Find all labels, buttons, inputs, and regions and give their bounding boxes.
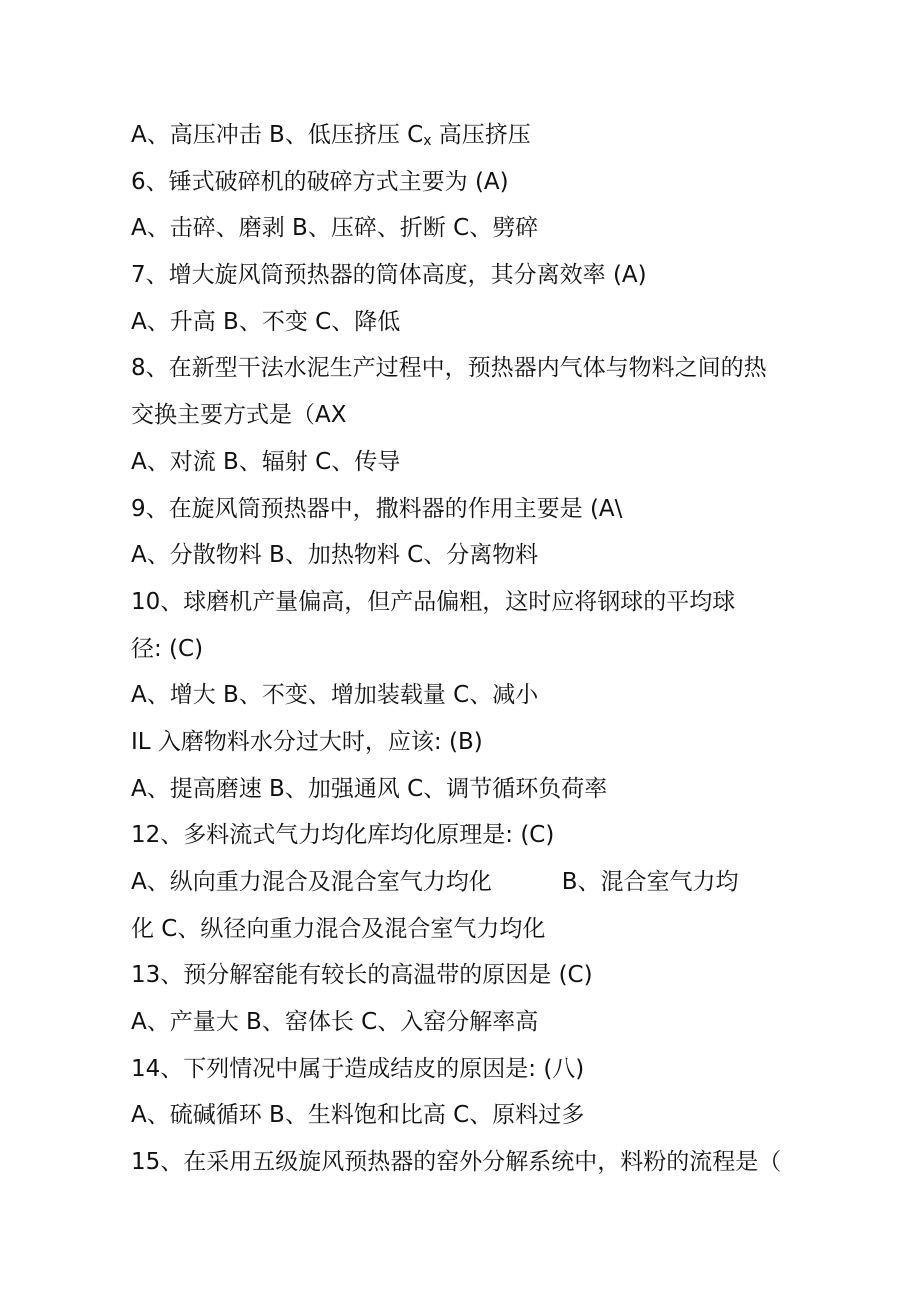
question-9: 9、在旋风筒预热器中，撒料器的作用主要是 (A\ — [131, 495, 623, 522]
question-8-line-1: 8、在新型干法水泥生产过程中，预热器内气体与物料之间的热 — [131, 355, 767, 382]
question-7: 7、增大旋风筒预热器的筒体高度，其分离效率 (A) — [131, 262, 647, 289]
option-line-11: A、提高磨速 B、加强通风 C、调节循环负荷率 — [131, 775, 608, 802]
option-line-5 — [131, 112, 811, 159]
option-line-7: A、升高 B、不变 C、降低 — [131, 308, 401, 335]
question-12: 12、多料流式气力均化库均化原理是: (C) — [131, 822, 555, 849]
option-12-a: A、纵向重力混合及混合室气力均化 — [131, 869, 492, 895]
option-line-5-part-b: 高压挤压 — [431, 122, 531, 148]
question-10-line-1: 10、球磨机产量偏高，但产品偏粗，这时应将钢球的平均球 — [131, 588, 736, 615]
option-line-9: A、分散物料 B、加热物料 C、分离物料 — [131, 542, 539, 569]
question-10-line-2: 径: (C) — [131, 635, 204, 662]
question-15: 15、在采用五级旋风预热器的窑外分解系统中，料粉的流程是（ — [131, 1149, 782, 1176]
question-14: 14、下列情况中属于造成结皮的原因是: (八) — [131, 1055, 585, 1082]
option-12-b: B、混合室气力均 — [561, 869, 739, 895]
option-line-13: A、产量大 B、窑体长 C、入窑分解率高 — [131, 1009, 539, 1036]
option-line-10: A、增大 B、不变、增加装载量 C、减小 — [131, 682, 539, 709]
option-line-8: A、对流 B、辐射 C、传导 — [131, 448, 401, 475]
option-line-5-part-a: A、高压冲击 B、低压挤压 C — [131, 122, 424, 148]
question-11: IL 入磨物料水分过大时，应该: (B) — [131, 728, 483, 755]
question-6: 6、锤式破碎机的破碎方式主要为 (A) — [131, 168, 509, 195]
option-line-6: A、击碎、磨剥 B、压碎、折断 C、劈碎 — [131, 215, 539, 242]
document-page — [131, 112, 811, 1186]
option-line-12-line-2: 化 C、纵径向重力混合及混合室气力均化 — [131, 915, 546, 942]
option-line-14: A、硫碱循环 B、生料饱和比高 C、原料过多 — [131, 1102, 585, 1129]
question-8-line-2: 交换主要方式是（AX — [131, 402, 347, 429]
option-line-12-line-1 — [131, 859, 811, 906]
question-13: 13、预分解窑能有较长的高温带的原因是 (C) — [131, 962, 593, 989]
subscript-x: x — [423, 133, 432, 149]
